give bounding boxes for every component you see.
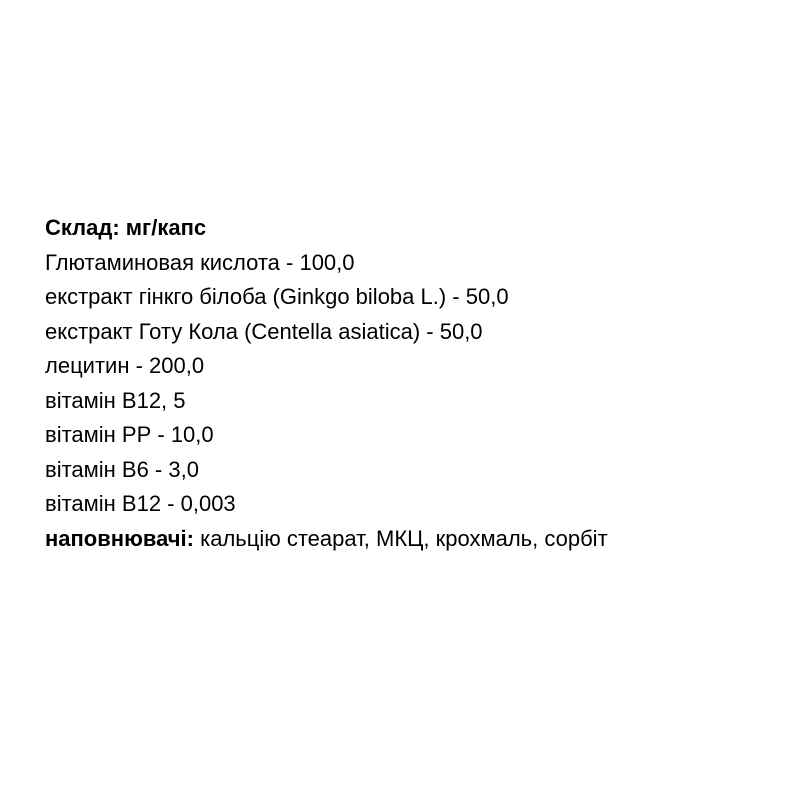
ingredient-line: лецитин - 200,0 [45, 353, 205, 378]
composition-heading: Склад: мг/капс [45, 215, 207, 240]
ingredient-line: вітамін В12 - 0,003 [45, 491, 236, 516]
ingredient-line: екстракт Готу Кола (Centella asiatica) - 50,0 [45, 318, 483, 344]
fillers-label: наповнювачі: [45, 525, 194, 551]
ingredient-line: екстракт гінкго білоба (Ginkgo biloba L.) - 50,0 [45, 284, 509, 309]
fillers-line [45, 522, 790, 557]
ingredient-line: вітамін РР - 10,0 [45, 422, 214, 447]
fillers-value: кальцію стеарат, МКЦ, крохмаль, сорбіт [193, 525, 608, 551]
ingredient-line: Глютаминовая кислота - 100,0 [45, 249, 355, 275]
composition-block [45, 211, 790, 556]
ingredient-line: вітамін В6 - 3,0 [45, 456, 199, 482]
ingredient-line: вітамін В12, 5 [45, 387, 186, 413]
